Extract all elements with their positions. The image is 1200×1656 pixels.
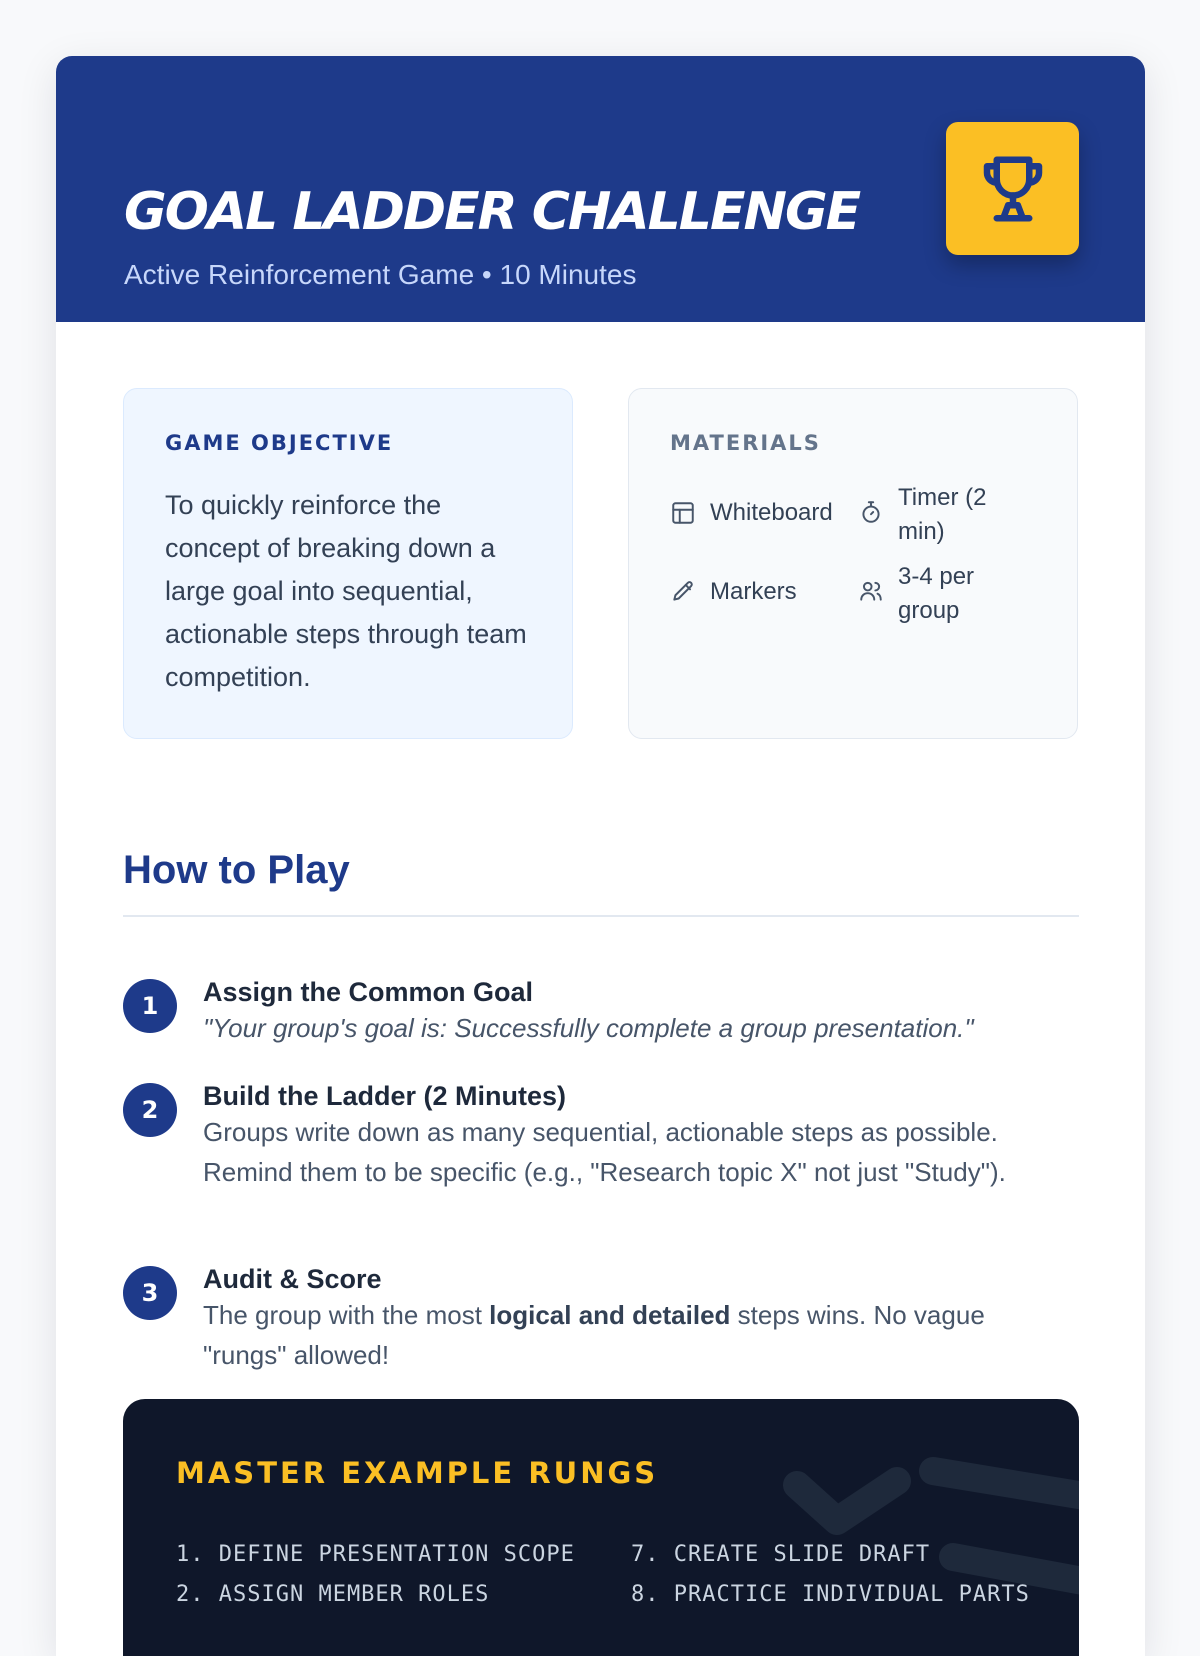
material-label: Timer (2 min)	[898, 484, 987, 545]
example-rungs-panel	[123, 1399, 1079, 1656]
step-2-number: 2	[123, 1083, 177, 1137]
rung-item: 7. CREATE SLIDE DRAFT	[631, 1542, 931, 1567]
material-label: Whiteboard	[710, 499, 833, 526]
step-3-number: 3	[123, 1266, 177, 1320]
step-3-text-end: steps wins. No vague "rungs" allowed!	[203, 1300, 985, 1370]
users-icon	[858, 578, 884, 604]
rung-item: 1. DEFINE PRESENTATION SCOPE	[176, 1542, 575, 1567]
examples-heading: MASTER EXAMPLE RUNGS	[176, 1456, 659, 1490]
step-3-text-emphasis: logical and detailed	[489, 1300, 731, 1330]
game-card	[56, 56, 1145, 1656]
material-markers	[670, 575, 797, 609]
material-timer	[858, 481, 1008, 549]
materials-heading: MATERIALS	[670, 431, 821, 455]
trophy-icon	[974, 150, 1052, 228]
pencil-icon	[670, 579, 696, 605]
step-2-title: Build the Ladder (2 Minutes)	[203, 1081, 567, 1111]
whiteboard-icon	[670, 500, 696, 526]
objective-text: To quickly reinforce the concept of breaking down a large goal into sequential, actionable steps through team competition.	[165, 490, 527, 692]
page-title: GOAL LADDER CHALLENGE	[124, 182, 860, 242]
trophy-badge	[946, 122, 1079, 255]
objective-panel	[123, 388, 573, 739]
step-3-text	[203, 1295, 1073, 1375]
step-2-text: Groups write down as many sequential, actionable steps as possible. Remind them to be specific (e.g., "Research topic X" not just "Study").	[203, 1117, 1006, 1187]
rung-item: 8. PRACTICE INDIVIDUAL PARTS	[631, 1582, 1030, 1607]
how-to-play-heading: How to Play	[123, 848, 350, 892]
objective-heading: GAME OBJECTIVE	[165, 431, 394, 455]
material-label: 3-4 per group	[898, 563, 975, 624]
material-group-size	[858, 560, 1008, 628]
step-1-title: Assign the Common Goal	[203, 977, 534, 1007]
page-subtitle: Active Reinforcement Game • 10 Minutes	[124, 259, 637, 290]
step-1-text: "Your group's goal is: Successfully complete a group presentation."	[203, 1013, 974, 1043]
material-whiteboard	[670, 496, 833, 530]
step-1-number: 1	[123, 979, 177, 1033]
section-divider	[123, 915, 1079, 917]
header-banner	[56, 56, 1145, 322]
rung-item: 2. ASSIGN MEMBER ROLES	[176, 1582, 490, 1607]
step-3-text-start: The group with the most	[203, 1300, 490, 1330]
timer-icon	[858, 499, 884, 525]
materials-panel	[628, 388, 1078, 739]
material-label: Markers	[710, 578, 797, 605]
step-3-title: Audit & Score	[203, 1264, 382, 1294]
